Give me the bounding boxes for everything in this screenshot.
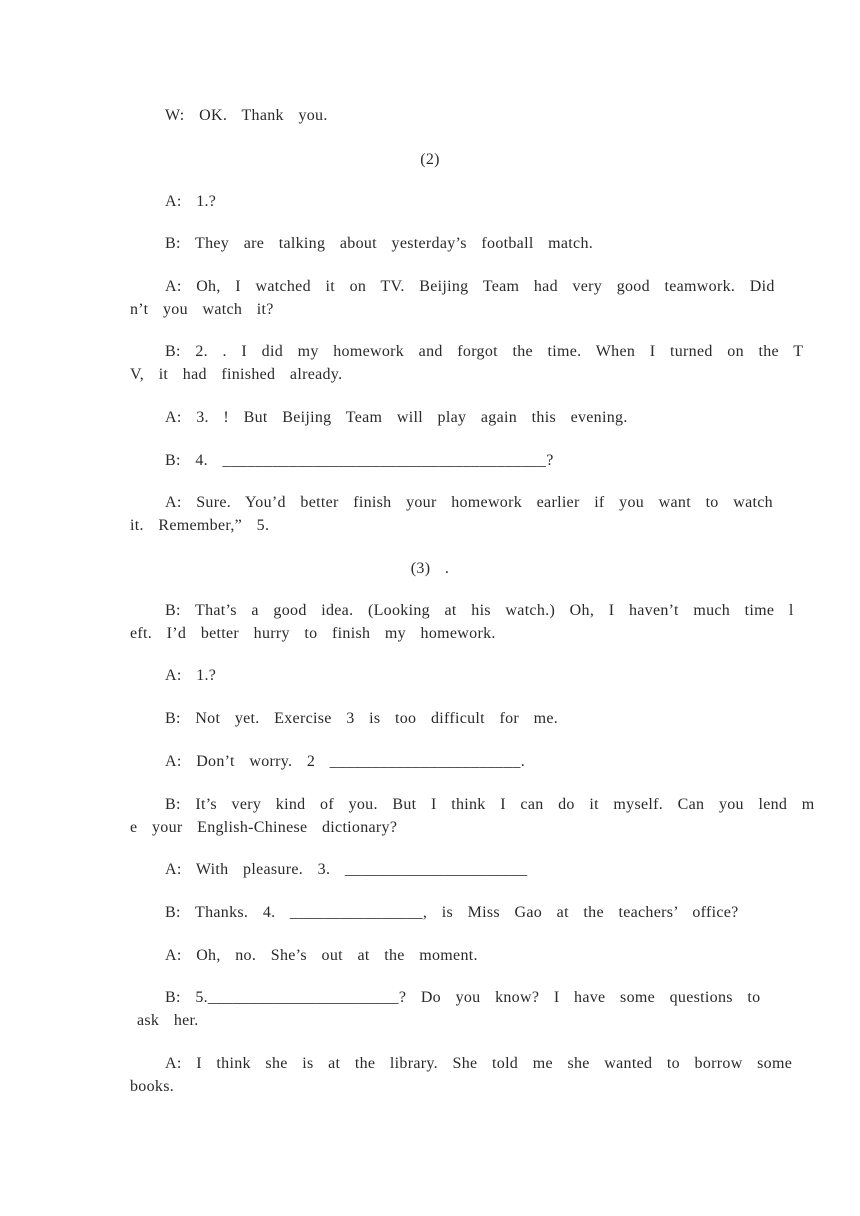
- dialogue-line: B: Not yet. Exercise 3 is too difficult for me.: [165, 710, 559, 727]
- section-heading: (2): [420, 151, 440, 168]
- dialogue-line: B: 5._______________________? Do you know? I have some questions to: [165, 989, 761, 1006]
- dialogue-line: B: 4. _______________________________________?: [165, 452, 554, 469]
- dialogue-line: A: With pleasure. 3. ______________________: [165, 861, 528, 878]
- dialogue-line-continuation: n’t you watch it?: [130, 301, 274, 318]
- dialogue-line: B: Thanks. 4. ________________, is Miss Gao at the teachers’ office?: [165, 904, 739, 921]
- dialogue-line: B: It’s very kind of you. But I think I can do it myself. Can you lend m: [165, 796, 815, 813]
- dialogue-line-continuation: books.: [130, 1078, 175, 1095]
- dialogue-line: B: 2. . I did my homework and forgot the time. When I turned on the T: [165, 343, 804, 360]
- dialogue-line: A: Oh, I watched it on TV. Beijing Team had very good teamwork. Did: [165, 278, 775, 295]
- dialogue-line-continuation: e your English-Chinese dictionary?: [130, 819, 398, 836]
- dialogue-line: W: OK. Thank you.: [165, 107, 328, 124]
- dialogue-line: A: 1.?: [165, 193, 217, 210]
- dialogue-line: B: That’s a good idea. (Looking at his watch.) Oh, I haven’t much time l: [165, 602, 794, 619]
- dialogue-line: A: 1.?: [165, 667, 217, 684]
- dialogue-line: A: Sure. You’d better finish your homework earlier if you want to watch: [165, 494, 773, 511]
- dialogue-line: A: Don’t worry. 2 _______________________.: [165, 753, 526, 770]
- dialogue-line-continuation: eft. I’d better hurry to finish my homework.: [130, 625, 496, 642]
- dialogue-line-continuation: it. Remember,” 5.: [130, 517, 270, 534]
- dialogue-line: A: 3. ! But Beijing Team will play again this evening.: [165, 409, 628, 426]
- dialogue-line: A: I think she is at the library. She told me she wanted to borrow some: [165, 1055, 793, 1072]
- dialogue-line: B: They are talking about yesterday’s football match.: [165, 235, 594, 252]
- dialogue-line: A: Oh, no. She’s out at the moment.: [165, 947, 478, 964]
- dialogue-line-continuation: V, it had finished already.: [130, 366, 343, 383]
- section-heading: (3) .: [410, 560, 450, 577]
- dialogue-line-continuation: ask her.: [137, 1012, 199, 1029]
